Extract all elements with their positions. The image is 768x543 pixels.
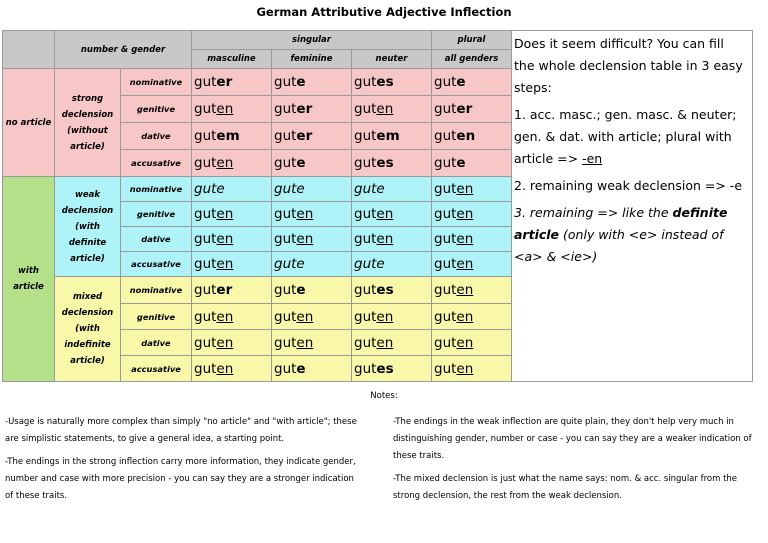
cell-weak-gen-neut: guten (352, 202, 432, 227)
explanation-panel (512, 31, 753, 382)
cell-strong-dat-pl: guten (432, 123, 512, 150)
explanation-intro: Does it seem difficult? You can fill the whole declension table in 3 easy steps: (514, 36, 743, 95)
cell-strong-gen-masc: guten (192, 96, 272, 123)
cell-weak-gen-masc: guten (192, 202, 272, 227)
cell-strong-gen-neut: guten (352, 96, 432, 123)
note-4: -The mixed declension is just what the name says: nom. & acc. singular from the strong declension, the rest from the weak declension. (393, 474, 738, 501)
case-genitive: genitive (121, 304, 192, 330)
cell-strong-nom-neut: gutes (352, 69, 432, 96)
no-article-label: no article (3, 69, 55, 177)
case-nominative: nominative (121, 177, 192, 202)
note-2: -The endings in the strong inflection carry more information, they indicate gender, number and case with more precision - you can say they are a stronger indication of these traits. (5, 457, 356, 501)
case-accusative: accusative (121, 252, 192, 277)
cell-weak-dat-neut: guten (352, 227, 432, 252)
cell-mixed-dat-fem: guten (272, 330, 352, 356)
plural-header: plural (432, 31, 512, 50)
cell-mixed-nom-neut: gutes (352, 277, 432, 304)
cell-weak-dat-pl: guten (432, 227, 512, 252)
notes-title: Notes: (370, 391, 398, 401)
cell-weak-dat-masc: guten (192, 227, 272, 252)
cell-mixed-dat-neut: guten (352, 330, 432, 356)
cell-weak-gen-pl: guten (432, 202, 512, 227)
cell-mixed-dat-masc: guten (192, 330, 272, 356)
strong-declension-label: strong declension (without article) (55, 69, 121, 177)
cell-mixed-acc-fem: gute (272, 356, 352, 382)
case-dative: dative (121, 123, 192, 150)
all-genders-header: all genders (432, 50, 512, 69)
cell-weak-gen-fem: guten (272, 202, 352, 227)
declension-table (2, 30, 753, 382)
cell-strong-nom-fem: gute (272, 69, 352, 96)
case-genitive: genitive (121, 202, 192, 227)
cell-mixed-nom-masc: guter (192, 277, 272, 304)
cell-mixed-nom-fem: gute (272, 277, 352, 304)
cell-mixed-gen-pl: guten (432, 304, 512, 330)
cell-mixed-acc-neut: gutes (352, 356, 432, 382)
note-3: -The endings in the weak inflection are quite plain, they don't help very much in distinguishing gender, number or case - you can say they are a weaker indication of these traits. (393, 417, 752, 461)
cell-weak-dat-fem: guten (272, 227, 352, 252)
cell-strong-dat-neut: gutem (352, 123, 432, 150)
explanation-step-2: 2. remaining weak declension => -e (514, 178, 743, 193)
cell-strong-acc-neut: gutes (352, 150, 432, 177)
cell-weak-nom-neut: gute (352, 177, 432, 202)
cell-weak-acc-fem: gute (272, 252, 352, 277)
cell-mixed-acc-pl: guten (432, 356, 512, 382)
case-accusative: accusative (121, 356, 192, 382)
cell-mixed-dat-pl: guten (432, 330, 512, 356)
cell-mixed-gen-masc: guten (192, 304, 272, 330)
case-accusative: accusative (121, 150, 192, 177)
page-title: German Attributive Adjective Inflection (256, 5, 512, 19)
cell-strong-gen-fem: guter (272, 96, 352, 123)
case-nominative: nominative (121, 277, 192, 304)
cell-mixed-gen-neut: guten (352, 304, 432, 330)
cell-weak-nom-fem: gute (272, 177, 352, 202)
explanation-step-3: 3. remaining => like the definite article (only with <e> instead of <a> & <ie>) (514, 205, 728, 264)
singular-header: singular (192, 31, 432, 50)
cell-weak-acc-neut: gute (352, 252, 432, 277)
number-gender-header: number & gender (55, 31, 192, 69)
cell-strong-acc-pl: gute (432, 150, 512, 177)
feminine-header: feminine (272, 50, 352, 69)
cell-strong-nom-pl: gute (432, 69, 512, 96)
cell-strong-acc-masc: guten (192, 150, 272, 177)
cell-weak-acc-masc: guten (192, 252, 272, 277)
note-1: -Usage is naturally more complex than simply "no article" and "with article"; these are simplistic statements, to give a general idea, a starting point. (5, 417, 357, 444)
cell-mixed-gen-fem: guten (272, 304, 352, 330)
masculine-header: masculine (192, 50, 272, 69)
case-dative: dative (121, 330, 192, 356)
cell-weak-nom-pl: guten (432, 177, 512, 202)
explanation-step-1: 1. acc. masc.; gen. masc. & neuter; gen. & dat. with article; plural with article => -en (514, 107, 737, 166)
case-nominative: nominative (121, 69, 192, 96)
cell-strong-dat-fem: guter (272, 123, 352, 150)
case-genitive: genitive (121, 96, 192, 123)
cell-strong-acc-fem: gute (272, 150, 352, 177)
cell-strong-dat-masc: gutem (192, 123, 272, 150)
corner-cell (3, 31, 55, 69)
case-dative: dative (121, 227, 192, 252)
cell-mixed-nom-pl: guten (432, 277, 512, 304)
cell-strong-gen-pl: guter (432, 96, 512, 123)
cell-weak-nom-masc: gute (192, 177, 272, 202)
cell-weak-acc-pl: guten (432, 252, 512, 277)
weak-declension-label: weak declension (with definite article) (55, 177, 121, 277)
cell-mixed-acc-masc: guten (192, 356, 272, 382)
with-article-label: with article (3, 177, 55, 382)
mixed-declension-label: mixed declension (with indefinite article) (55, 277, 121, 382)
neuter-header: neuter (352, 50, 432, 69)
cell-strong-nom-masc: guter (192, 69, 272, 96)
